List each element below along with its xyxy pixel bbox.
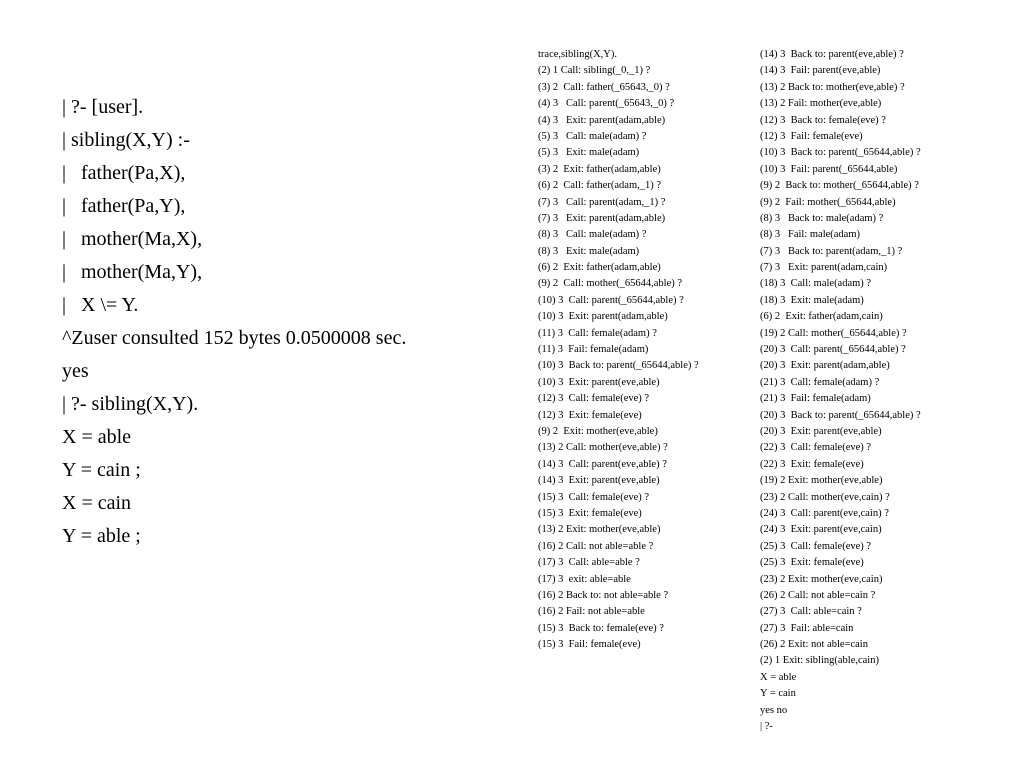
trace-line: (18) 3 Exit: male(adam) <box>760 294 864 306</box>
trace-line: (13) 2 Exit: mother(eve,able) <box>538 524 661 536</box>
trace-line: (10) 3 Fail: parent(_65644,able) <box>760 163 898 175</box>
trace-line: (16) 2 Call: not able=able ? <box>538 540 654 552</box>
trace-line: Y = cain <box>760 688 796 700</box>
trace-line: (17) 3 exit: able=able <box>538 573 631 585</box>
trace-line: (7) 3 Exit: parent(adam,cain) <box>760 262 888 274</box>
trace-line: (23) 2 Exit: mother(eve,cain) <box>760 573 883 585</box>
trace-line: (19) 2 Call: mother(_65644,able) ? <box>760 327 907 339</box>
trace-line: (6) 2 Exit: father(adam,able) <box>538 262 661 274</box>
trace-line: (13) 2 Fail: mother(eve,able) <box>760 98 882 110</box>
trace-line: (14) 3 Call: parent(eve,able) ? <box>538 458 667 470</box>
trace-column-2 <box>760 47 921 735</box>
trace-line: (12) 3 Back to: female(eve) ? <box>760 114 886 126</box>
trace-line: (16) 2 Back to: not able=able ? <box>538 589 669 601</box>
trace-line: (20) 3 Exit: parent(adam,able) <box>760 360 890 372</box>
trace-line: | ?- <box>760 721 773 733</box>
trace-line: (21) 3 Fail: female(adam) <box>760 393 871 405</box>
trace-line: (5) 3 Exit: male(adam) <box>538 147 640 159</box>
trace-line: (20) 3 Back to: parent(_65644,able) ? <box>760 409 921 421</box>
session-line: | father(Pa,Y), <box>62 195 186 217</box>
trace-line: (14) 3 Back to: parent(eve,able) ? <box>760 49 904 60</box>
trace-line: (26) 2 Exit: not able=cain <box>760 639 868 651</box>
trace-line: (16) 2 Fail: not able=able <box>538 606 645 618</box>
trace-line: (25) 3 Exit: female(eve) <box>760 557 864 569</box>
trace-line: (12) 3 Fail: female(eve) <box>760 130 863 142</box>
prolog-session-listing <box>62 91 406 553</box>
session-line: X = able <box>62 426 132 448</box>
trace-line: (7) 3 Call: parent(adam,_1) ? <box>538 196 666 208</box>
session-line: | sibling(X,Y) :- <box>62 129 190 151</box>
trace-line: (20) 3 Call: parent(_65644,able) ? <box>760 344 906 356</box>
trace-line: (3) 2 Call: father(_65643,_0) ? <box>538 81 670 93</box>
trace-line: (7) 3 Exit: parent(adam,able) <box>538 212 666 224</box>
trace-line: (10) 3 Exit: parent(eve,able) <box>538 376 660 388</box>
trace-line: (9) 2 Call: mother(_65644,able) ? <box>538 278 683 290</box>
trace-line: (23) 2 Call: mother(eve,cain) ? <box>760 491 890 503</box>
trace-line: (18) 3 Call: male(adam) ? <box>760 278 872 290</box>
trace-line: (7) 3 Back to: parent(adam,_1) ? <box>760 245 903 257</box>
trace-line: (19) 2 Exit: mother(eve,able) <box>760 475 883 487</box>
trace-line: (11) 3 Fail: female(adam) <box>538 344 649 356</box>
trace-line: (2) 1 Call: sibling(_0,_1) ? <box>538 65 651 77</box>
trace-line: (24) 3 Exit: parent(eve,cain) <box>760 524 882 536</box>
trace-line: (10) 3 Call: parent(_65644,able) ? <box>538 294 684 306</box>
session-line: | ?- [user]. <box>62 96 144 118</box>
trace-line: (15) 3 Exit: female(eve) <box>538 507 642 519</box>
session-line: | ?- sibling(X,Y). <box>62 393 199 415</box>
trace-line: (4) 3 Exit: parent(adam,able) <box>538 114 666 126</box>
trace-line: (10) 3 Exit: parent(adam,able) <box>538 311 668 323</box>
trace-line: (9) 2 Exit: mother(eve,able) <box>538 425 658 437</box>
session-line: ^Zuser consulted 152 bytes 0.0500008 sec. <box>62 327 407 349</box>
trace-line: (8) 3 Call: male(adam) ? <box>538 229 647 241</box>
trace-line: (11) 3 Call: female(adam) ? <box>538 327 657 339</box>
trace-line: (27) 3 Call: able=cain ? <box>760 606 862 618</box>
trace-line: (10) 3 Back to: parent(_65644,able) ? <box>760 147 921 159</box>
trace-line: (21) 3 Call: female(adam) ? <box>760 376 880 388</box>
trace-line: (6) 2 Call: father(adam,_1) ? <box>538 180 662 192</box>
trace-line: (9) 2 Fail: mother(_65644,able) <box>760 196 896 208</box>
trace-line: trace,sibling(X,Y). <box>538 49 618 60</box>
trace-line: (12) 3 Exit: female(eve) <box>538 409 642 421</box>
trace-line: (17) 3 Call: able=able ? <box>538 557 640 569</box>
trace-line: X = able <box>760 671 797 683</box>
trace-line: (13) 2 Back to: mother(eve,able) ? <box>760 81 905 93</box>
session-line: | X \= Y. <box>62 294 139 316</box>
trace-line: (8) 3 Fail: male(adam) <box>760 229 861 241</box>
trace-line: (15) 3 Back to: female(eve) ? <box>538 622 664 634</box>
trace-line: (10) 3 Back to: parent(_65644,able) ? <box>538 360 699 372</box>
trace-line: (5) 3 Call: male(adam) ? <box>538 130 647 142</box>
session-line: | father(Pa,X), <box>62 162 186 184</box>
trace-line: (14) 3 Fail: parent(eve,able) <box>760 65 881 77</box>
session-line: Y = able ; <box>62 525 141 547</box>
session-line: Y = cain ; <box>62 459 141 481</box>
trace-line: (2) 1 Exit: sibling(able,cain) <box>760 655 879 667</box>
trace-line: (15) 3 Fail: female(eve) <box>538 639 641 651</box>
trace-line: (4) 3 Call: parent(_65643,_0) ? <box>538 98 675 110</box>
trace-line: (3) 2 Exit: father(adam,able) <box>538 163 661 175</box>
trace-line: (8) 3 Exit: male(adam) <box>538 245 640 257</box>
trace-line: (22) 3 Call: female(eve) ? <box>760 442 872 454</box>
trace-line: (27) 3 Fail: able=cain <box>760 622 854 634</box>
trace-line: (12) 3 Call: female(eve) ? <box>538 393 650 405</box>
session-line: X = cain <box>62 492 132 514</box>
trace-line: (15) 3 Call: female(eve) ? <box>538 491 650 503</box>
trace-line: (6) 2 Exit: father(adam,cain) <box>760 311 883 323</box>
trace-line: (8) 3 Back to: male(adam) ? <box>760 212 884 224</box>
session-line: | mother(Ma,Y), <box>62 261 203 283</box>
session-line: | mother(Ma,X), <box>62 228 203 250</box>
trace-line: yes no <box>760 704 788 716</box>
trace-line: (24) 3 Call: parent(eve,cain) ? <box>760 507 889 519</box>
session-line: yes <box>62 360 89 382</box>
trace-line: (9) 2 Back to: mother(_65644,able) ? <box>760 180 919 192</box>
trace-line: (20) 3 Exit: parent(eve,able) <box>760 425 882 437</box>
trace-line: (22) 3 Exit: female(eve) <box>760 458 864 470</box>
trace-line: (13) 2 Call: mother(eve,able) ? <box>538 442 668 454</box>
trace-column-1 <box>538 47 699 653</box>
trace-line: (26) 2 Call: not able=cain ? <box>760 589 876 601</box>
trace-line: (25) 3 Call: female(eve) ? <box>760 540 872 552</box>
trace-line: (14) 3 Exit: parent(eve,able) <box>538 475 660 487</box>
